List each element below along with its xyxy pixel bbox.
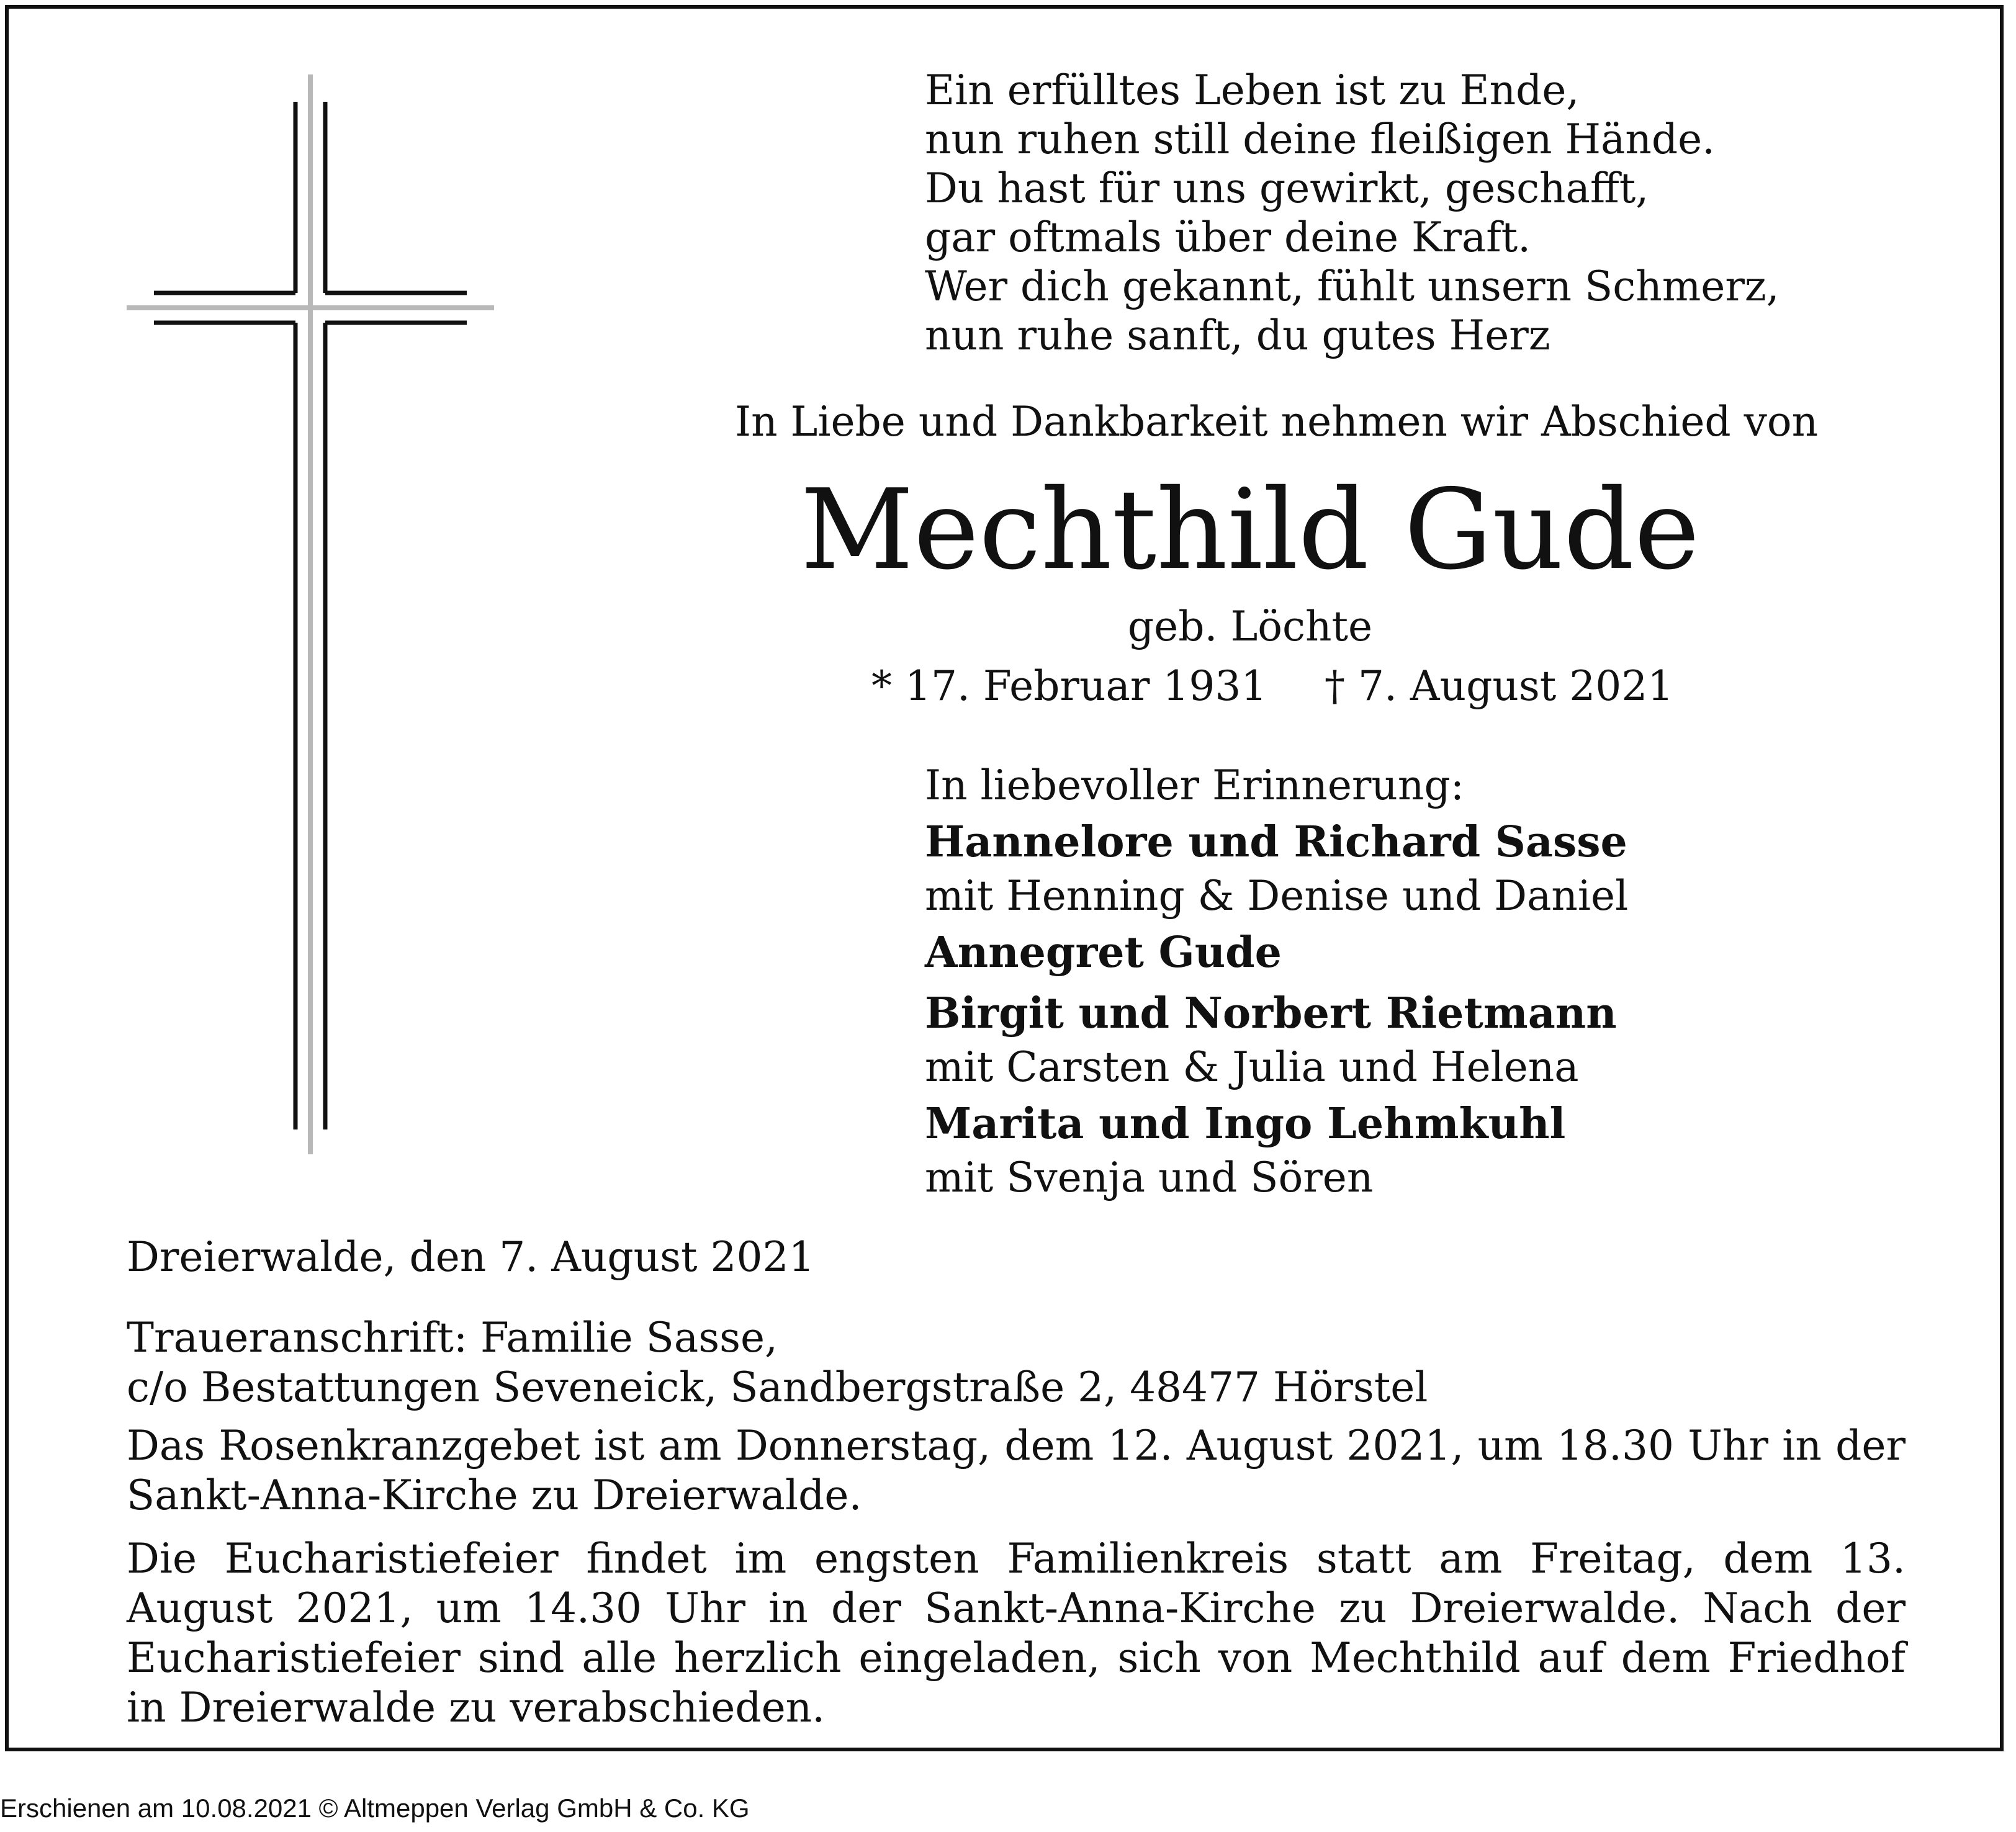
poem: [925, 66, 1780, 360]
poem-line: Ein erfülltes Leben ist zu Ende,: [925, 66, 1580, 114]
mourners-block: [925, 761, 1628, 1203]
family-members: mit Svenja und Sören: [925, 1154, 1374, 1201]
mourners-intro: In liebevoller Erinnerung:: [925, 761, 1464, 809]
family-name: Birgit und Norbert Rietmann: [925, 989, 1617, 1038]
poem-line: nun ruhen still deine fleißigen Hände.: [925, 115, 1716, 163]
death-date: † 7. August 2021: [1325, 662, 1674, 710]
address-line: Traueranschrift: Familie Sasse,: [127, 1314, 778, 1362]
family-entry: [925, 923, 1628, 982]
maiden-name: geb. Löchte: [1127, 603, 1373, 650]
family-entry: [925, 813, 1628, 921]
publication-footer: Erschienen am 10.08.2021 © Altmeppen Verlag GmbH & Co. KG: [0, 1794, 750, 1823]
place-date: Dreierwalde, den 7. August 2021: [127, 1233, 815, 1281]
family-name: Hannelore und Richard Sasse: [925, 817, 1627, 867]
mourning-address: [127, 1313, 1428, 1412]
address-line: c/o Bestattungen Seveneick, Sandbergstraße 2, 48477 Hörstel: [127, 1363, 1428, 1411]
deceased-name: Mechthild Gude: [800, 465, 1700, 594]
family-name: Annegret Gude: [925, 928, 1282, 977]
eucharist-notice: Die Eucharistiefeier findet im engsten Familienkreis statt am Freitag, dem 13. August 2021, um 14.30 Uhr in der Sankt-Anna-Kirche zu Dreierwalde. Nach der Eucharistiefeier sind alle herzlich eingeladen, sich von Mechthild auf dem Friedhof in Dreierwalde zu verabschieden.: [127, 1535, 1906, 1731]
family-entry: [925, 984, 1628, 1092]
birth-date: * 17. Februar 1931: [871, 662, 1267, 710]
family-members: mit Carsten & Julia und Helena: [925, 1043, 1579, 1091]
family-members: mit Henning & Denise und Daniel: [925, 872, 1629, 920]
family-name: Marita und Ingo Lehmkuhl: [925, 1099, 1566, 1149]
cross-icon: [127, 74, 499, 1154]
obituary-frame: [5, 5, 2004, 1751]
rosary-notice: Das Rosenkranzgebet ist am Donnerstag, dem 12. August 2021, um 18.30 Uhr in der Sankt-Anna-Kirche zu Dreierwalde.: [127, 1422, 1906, 1519]
poem-line: Wer dich gekannt, fühlt unsern Schmerz,: [925, 263, 1780, 310]
poem-line: nun ruhe sanft, du gutes Herz: [925, 312, 1550, 359]
poem-line: gar oftmals über deine Kraft.: [925, 213, 1531, 261]
poem-line: Du hast für uns gewirkt, geschafft,: [925, 164, 1649, 212]
family-entry: [925, 1095, 1628, 1203]
farewell-line: In Liebe und Dankbarkeit nehmen wir Abschied von: [735, 398, 1819, 446]
